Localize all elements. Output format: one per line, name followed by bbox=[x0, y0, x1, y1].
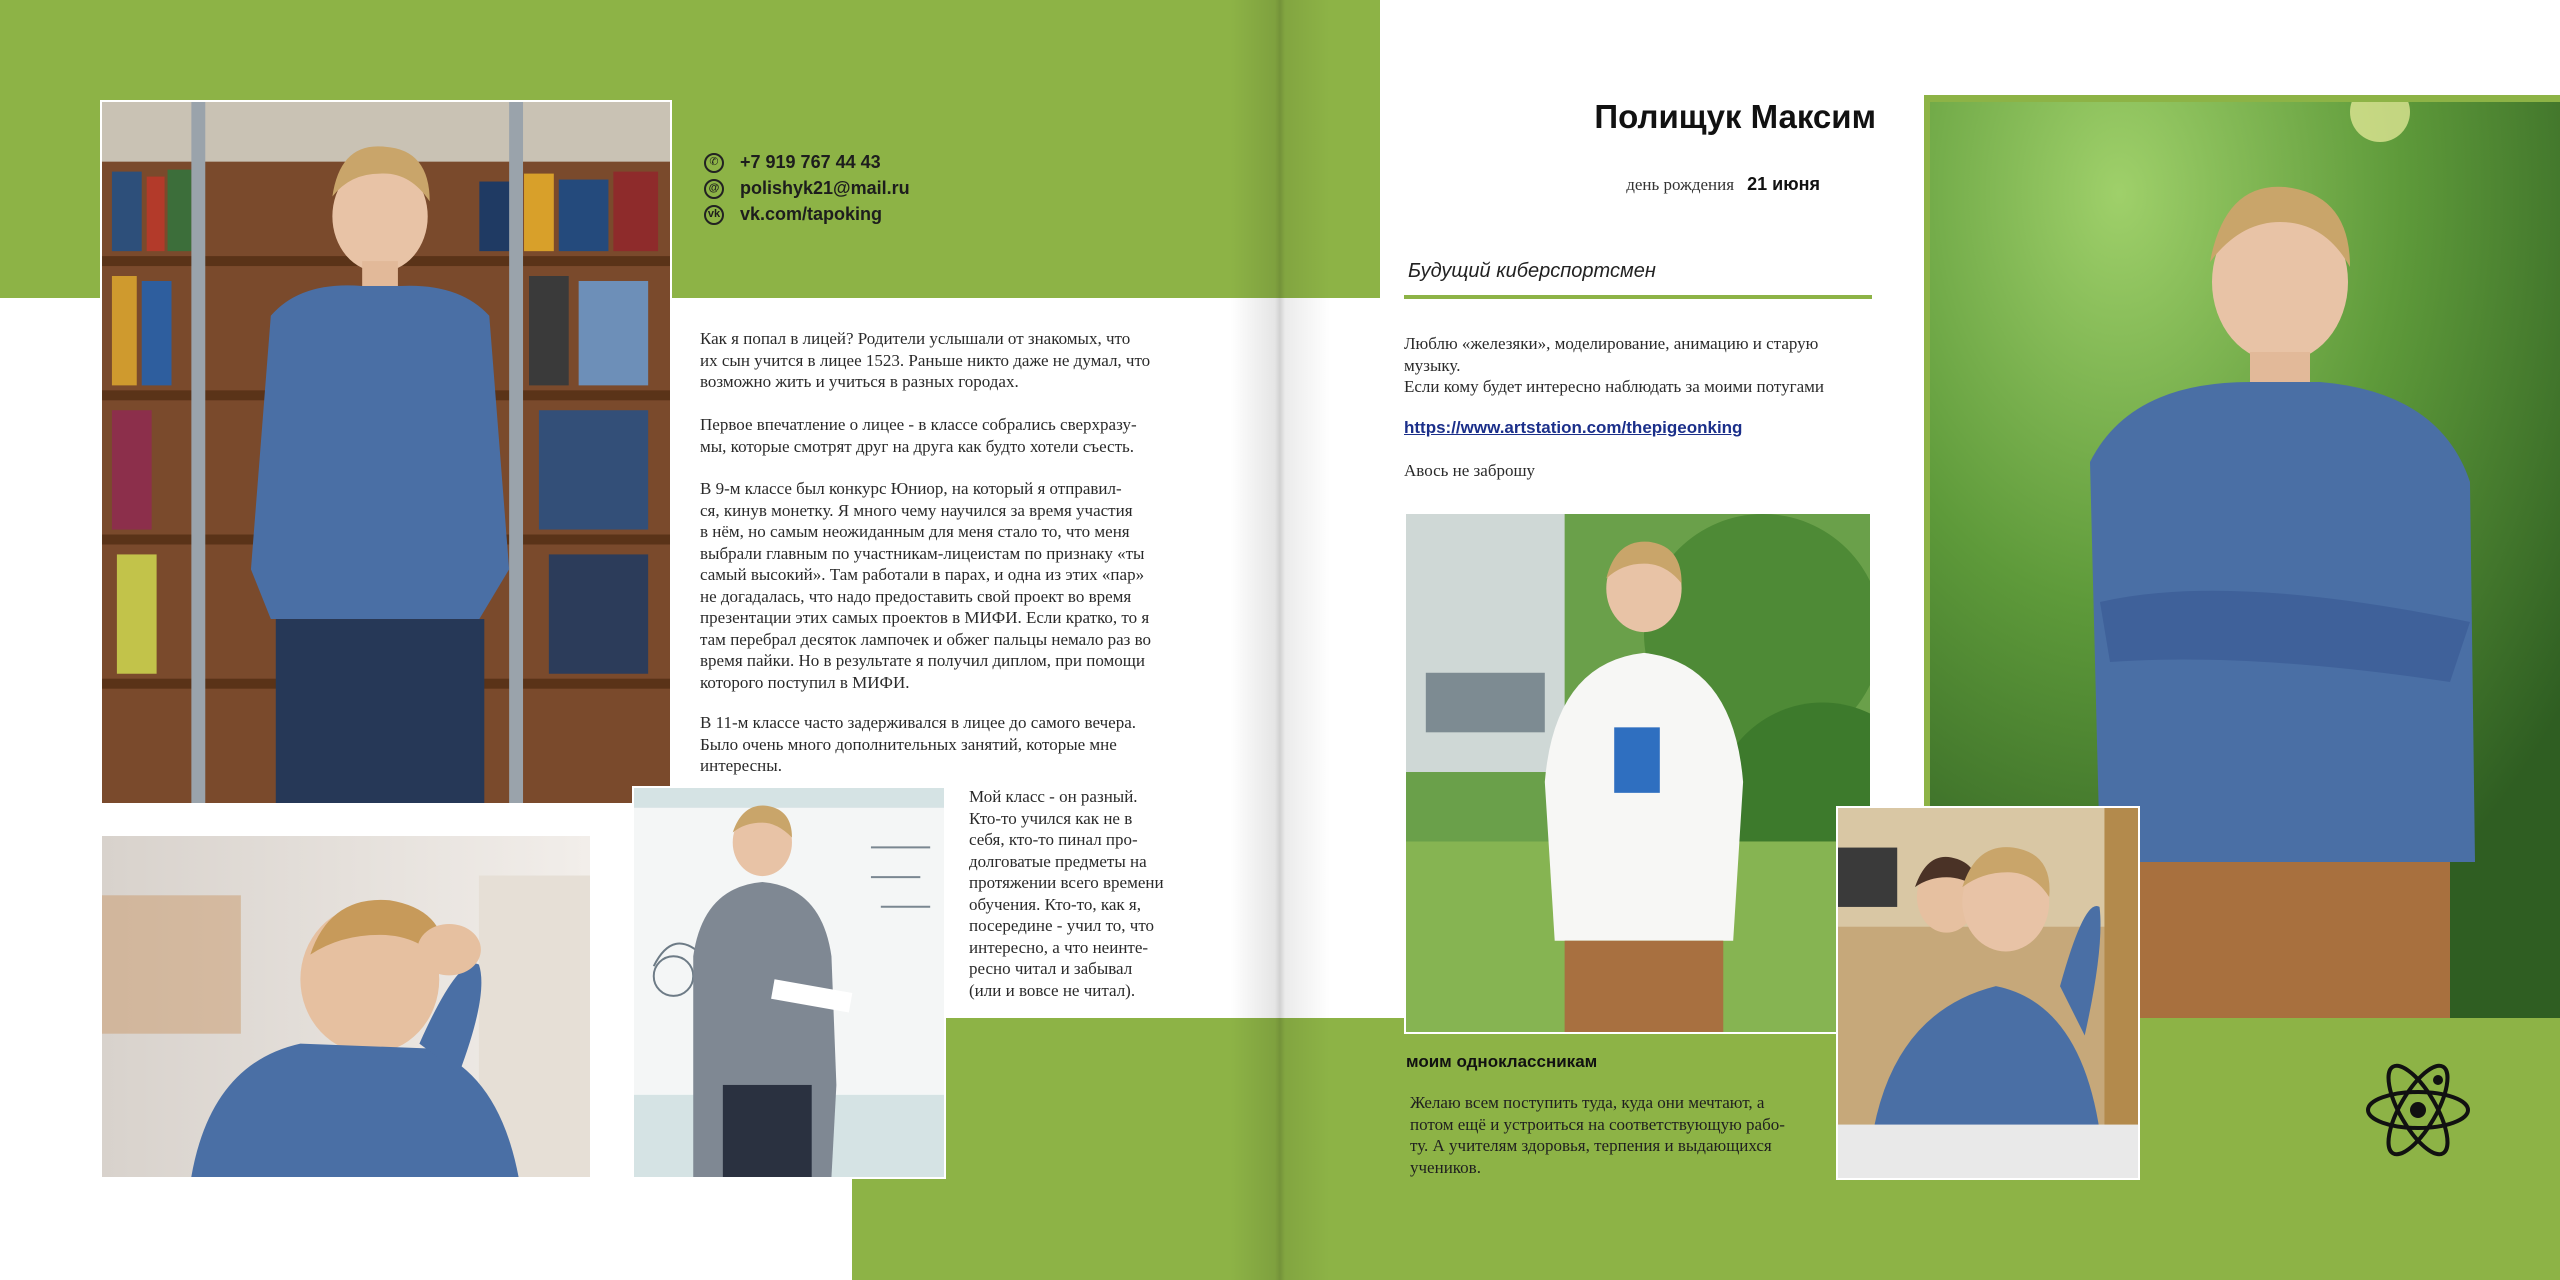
contact-email-text: polishyk21@mail.ru bbox=[740, 178, 910, 198]
photo-head-in-hand bbox=[100, 834, 592, 1179]
photo-library-portrait bbox=[100, 100, 672, 805]
classmates-title: моим одноклассникам bbox=[1406, 1052, 1598, 1071]
profile-name: Полищук Максим bbox=[1594, 98, 1876, 135]
phone-icon: ✆ bbox=[704, 153, 724, 173]
birthday-label: день рождения bbox=[1626, 175, 1735, 194]
vk-icon: vk bbox=[704, 205, 724, 225]
story-paragraph-5: Мой класс - он разный. Кто-то учился как не в себя, кто-то пинал про- долговатые предметы на протяжении всего времени обучения. Кто-то, как я, посередине - учил то, что интересно, а что неинте- ресно читал и забывал (или и вовсе не читал). bbox=[969, 787, 1164, 1000]
promise-text: Авось не заброшу bbox=[1404, 461, 1536, 480]
photo-at-whiteboard bbox=[632, 786, 946, 1179]
story-paragraph-2: Первое впечатление о лицее - в классе собрались сверхразу- мы, которые смотрят друг на друга как будто хотели съесть. bbox=[700, 415, 1137, 456]
story-paragraph-4: В 11-м классе часто задерживался в лицее до самого вечера. Было очень много дополнительных занятий, которые мне интересны. bbox=[700, 713, 1136, 775]
tagline-underline bbox=[1404, 295, 1872, 299]
contact-phone-text: +7 919 767 44 43 bbox=[740, 152, 881, 172]
atom-icon bbox=[2362, 1058, 2474, 1162]
photo-in-classroom bbox=[1836, 806, 2140, 1180]
tagline: Будущий киберспортсмен bbox=[1408, 260, 1656, 282]
classmates-text: Желаю всем поступить туда, куда они мечтают, а потом ещё и устроиться на соответствующую рабо- ту. А учителям здоровья, терпения и выдающихся учеников. bbox=[1410, 1093, 1785, 1177]
email-icon: @ bbox=[704, 179, 724, 199]
story-paragraph-1: Как я попал в лицей? Родители услышали от знакомых, что их сын учится в лицее 1523. Раньше никто даже не думал, что возможно жить и учиться в разных городах. bbox=[700, 329, 1151, 391]
contact-phone[interactable] bbox=[704, 152, 881, 173]
contact-email[interactable] bbox=[704, 178, 910, 199]
contact-vk[interactable] bbox=[704, 204, 882, 225]
story-paragraph-3: В 9-м классе был конкурс Юниор, на который я отправил- ся, кинув монетку. Я много чему научился за время участия в нём, но самым неожиданным для меня стало то, что меня выбрали главным по участникам-лицеистам по признаку «ты самый высокий». Там работали в парах, и одна из этих «пар» не догадалась, что надо предоставить свой проект во время презентации этих самых проектов в МИФИ. Если кратко, то я там перебрал десяток лампочек и обжег пальцы немало раз во время пайки. Но в результате я получил диплом, при помощи которого поступил в МИФИ. bbox=[700, 479, 1151, 692]
about-text: Люблю «железяки», моделирование, анимацию и старую музыку. Если кому будет интересно наблюдать за моими потугами bbox=[1404, 334, 1824, 396]
contact-vk-text: vk.com/tapoking bbox=[740, 204, 883, 224]
photo-holding-document bbox=[1404, 512, 1872, 1034]
birthday-row bbox=[1560, 174, 1820, 195]
artstation-link[interactable]: https://www.artstation.com/thepigeonking bbox=[1404, 418, 1743, 437]
birthday-value: 21 июня bbox=[1747, 174, 1820, 194]
